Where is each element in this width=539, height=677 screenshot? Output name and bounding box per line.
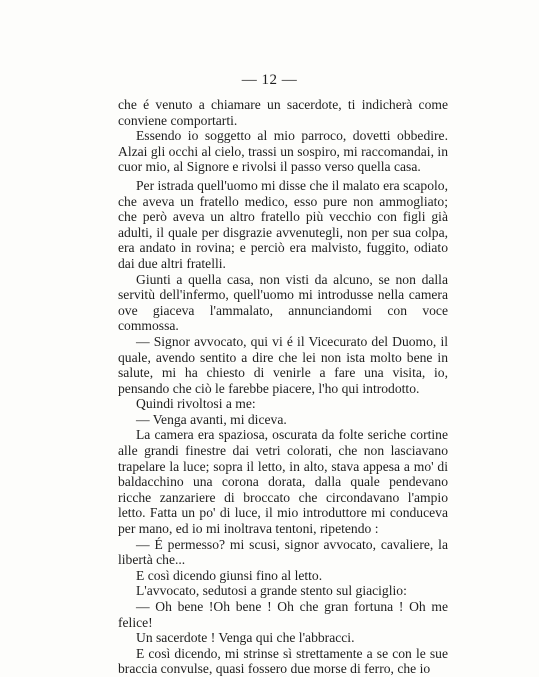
paragraph: Essendo io soggetto al mio parroco, dovetti obbedire. Alzai gli occhi al cielo, trassi un sospiro, mi raccomandai, in cuor mio, al Signore e rivolsi il passo verso quella casa.: [118, 128, 448, 175]
paragraph: E così dicendo, mi strinse sì strettamente a se con le sue braccia convulse, quasi fossero due morse di ferro, che io: [118, 645, 448, 677]
body-text: [118, 97, 448, 677]
paragraph: Quindi rivoltosi a me:: [136, 396, 256, 412]
paragraph: La camera era spaziosa, oscurata da folte seriche cortine alle grandi finestre dai vetri colorati, che non lasciavano trapelare la luce; sopra il letto, in alto, stava appesa a mo' di baldacchino una corona dorata, dalla quale pendevano ricche zanzariere di broccato che circondavano l'ampio letto. Fatta un po' di luce, il mio introduttore mi conduceva per mano, ed io mi inoltrava tentoni, ripetendo :: [118, 427, 448, 537]
paragraph: E così dicendo giunsi fino al letto.: [136, 567, 323, 583]
paragraph: Un sacerdote ! Venga qui che l'abbracci.: [136, 630, 355, 646]
paragraph: Per istrada quell'uomo mi disse che il malato era scapolo, che aveva un fratello medico, esso pure non ammogliato; che però aveva un altro fratello più vecchio con figli già adulti, il quale per disgrazie avvenutegli, non per sua colpa, era andato in rovina; e perciò era malvisto, fuggito, odiato dai due altri fratelli.: [118, 177, 448, 271]
paragraph: Giunti a quella casa, non visti da alcuno, se non dalla servitù dell'infermo, quell'uomo mi introdusse nella camera ove giaceva l'ammalato, annunciandomi con voce commossa.: [118, 271, 448, 334]
page-number: — 12 —: [241, 72, 298, 88]
paragraph: che é venuto a chiamare un sacerdote, ti indicherà come conviene comportarti.: [118, 97, 448, 128]
paragraph: L'avvocato, sedutosi a grande stento sul giaciglio:: [136, 583, 407, 599]
paragraph: — Oh bene !Oh bene ! Oh che gran fortuna ! Oh me felice!: [118, 599, 448, 630]
paragraph: — Venga avanti, mi diceva.: [136, 411, 287, 427]
paragraph: — É permesso? mi scusi, signor avvocato, cavaliere, la libertà che...: [118, 536, 448, 568]
paragraph: — Signor avvocato, qui vi é il Vicecurato del Duomo, il quale, avendo sentito a dire che lei non ista molto bene in salute, mi ha chiesto di venirle a fare una visita, io, pensando che ciò le farebbe piacere, l'ho qui introdotto.: [118, 333, 448, 396]
